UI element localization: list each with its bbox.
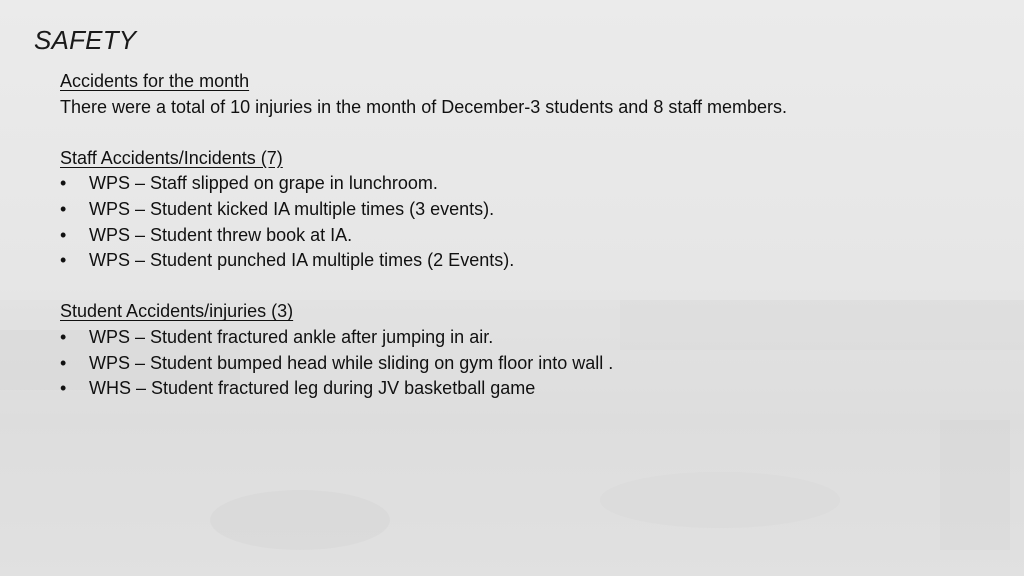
spacer bbox=[60, 274, 960, 300]
section-heading-accidents-month: Accidents for the month bbox=[60, 71, 250, 91]
accidents-summary-text: There were a total of 10 injuries in the month of December-3 students and 8 staff members. bbox=[60, 96, 788, 117]
section-heading-student-accidents: Student Accidents/injuries (3) bbox=[60, 301, 294, 322]
list-item bbox=[60, 223, 960, 249]
list-item-text: WHS – Student fractured leg during JV basketball game bbox=[89, 378, 536, 399]
list-item bbox=[60, 248, 960, 274]
section-heading-staff-accidents: Staff Accidents/Incidents (7) bbox=[60, 147, 283, 168]
bullet-icon: • bbox=[60, 198, 67, 219]
student-accidents-list bbox=[60, 325, 960, 402]
list-item bbox=[60, 197, 960, 223]
slide-content bbox=[60, 69, 960, 402]
bullet-icon: • bbox=[60, 173, 67, 194]
bullet-icon: • bbox=[60, 250, 67, 271]
list-item bbox=[60, 376, 960, 402]
list-item bbox=[60, 351, 960, 377]
list-item bbox=[60, 325, 960, 351]
bullet-icon: • bbox=[60, 378, 67, 399]
list-item-text: WPS – Student bumped head while sliding on gym floor into wall . bbox=[89, 352, 614, 373]
list-item-text: WPS – Student fractured ankle after jumping in air. bbox=[89, 326, 494, 347]
bullet-icon: • bbox=[60, 326, 67, 347]
list-item-text: WPS – Staff slipped on grape in lunchroom. bbox=[89, 173, 438, 194]
list-item-text: WPS – Student threw book at IA. bbox=[89, 224, 353, 245]
list-item-text: WPS – Student kicked IA multiple times (3 events). bbox=[89, 198, 495, 219]
bullet-icon: • bbox=[60, 224, 67, 245]
spacer bbox=[60, 120, 960, 146]
bullet-icon: • bbox=[60, 352, 67, 373]
list-item bbox=[60, 171, 960, 197]
list-item-text: WPS – Student punched IA multiple times (2 Events). bbox=[89, 250, 515, 271]
slide-title: SAFETY bbox=[34, 25, 137, 55]
staff-accidents-list bbox=[60, 171, 960, 273]
